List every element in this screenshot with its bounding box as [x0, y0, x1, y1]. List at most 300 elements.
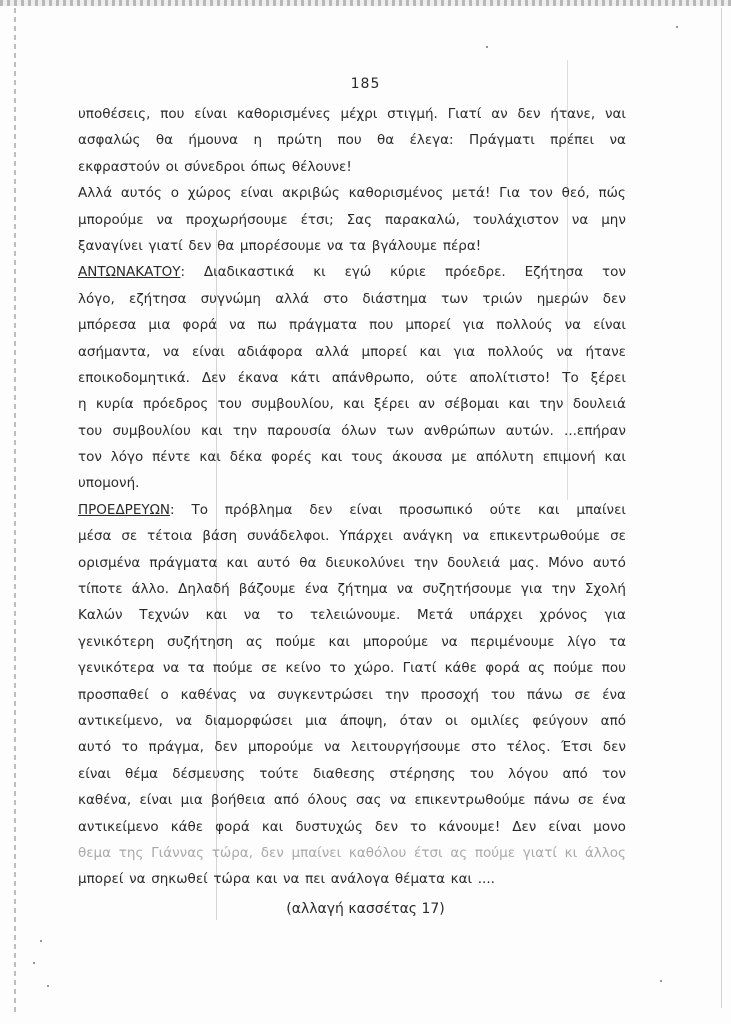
- word: δεν: [309, 501, 333, 518]
- word: δεν: [188, 237, 212, 254]
- word: το: [329, 660, 346, 677]
- word: καθένα,: [78, 792, 132, 809]
- text-line: [78, 233, 626, 259]
- word: θα: [377, 132, 395, 149]
- word: να: [441, 633, 458, 650]
- word: πολλούς: [496, 317, 553, 334]
- word: φορές: [270, 449, 312, 466]
- text-line: [78, 154, 626, 180]
- word: ήτανε: [585, 343, 626, 360]
- word: την: [413, 554, 439, 571]
- word: πράγμα,: [148, 739, 204, 756]
- word: προσοχή: [420, 686, 479, 703]
- word: υπομονή.: [78, 475, 140, 492]
- word: ούτε: [426, 369, 458, 386]
- text-line: [78, 418, 626, 444]
- word: ας: [245, 633, 263, 650]
- word: να: [396, 581, 414, 598]
- word: επιμονή: [542, 449, 596, 466]
- word: των: [441, 290, 469, 307]
- word: εγώ: [344, 264, 372, 281]
- word: μας.: [509, 554, 539, 571]
- word: ανάγκη: [402, 528, 453, 545]
- word: καθόλου: [348, 844, 407, 861]
- word: άλλος: [584, 844, 626, 861]
- word: κάτι: [290, 369, 320, 386]
- word: από: [273, 792, 300, 809]
- word: προσπαθεί: [78, 686, 149, 703]
- word: αλλά: [315, 343, 349, 360]
- word: για: [462, 317, 485, 334]
- word: τον: [601, 264, 626, 281]
- word: γιατί: [522, 844, 557, 861]
- word: ανάλογα: [330, 871, 390, 888]
- word: Διαδικαστικά: [203, 264, 295, 281]
- text-line: [78, 761, 626, 787]
- word: εποικοδομητικά.: [78, 369, 190, 386]
- text-line: [78, 339, 626, 365]
- word: Γιάννας: [151, 844, 205, 861]
- word: διαθεσης: [312, 765, 376, 782]
- word: να: [571, 211, 589, 228]
- word: και: [538, 501, 560, 518]
- word: που: [601, 660, 626, 677]
- word: ξέρει: [590, 369, 626, 386]
- word: πράγματα: [288, 317, 358, 334]
- word: Δηλαδή: [178, 581, 230, 598]
- word: εκφραστούν: [78, 158, 160, 175]
- word: και: [508, 396, 530, 413]
- word: για: [604, 607, 626, 624]
- word: γενικότερα: [78, 660, 155, 677]
- word: ....: [477, 871, 495, 888]
- word: και: [604, 449, 626, 466]
- text-line: [78, 602, 626, 628]
- word: αντικείμενο: [78, 818, 159, 835]
- word: σας: [355, 792, 382, 809]
- word: κύριε: [390, 264, 427, 281]
- word: να: [324, 739, 341, 756]
- word: τον: [601, 765, 626, 782]
- word: κάνουμε!: [438, 818, 501, 835]
- word: συγνώμη: [200, 290, 261, 307]
- word: γιατί: [148, 237, 183, 254]
- word: λίγο: [567, 633, 597, 650]
- text-line: [78, 312, 626, 338]
- word: όλων: [341, 422, 377, 439]
- word: στιγμή.: [387, 106, 438, 122]
- word: αυτών.: [505, 422, 554, 439]
- word: ένα: [602, 686, 626, 703]
- word: ομιλίες: [470, 712, 520, 729]
- text-line: [78, 787, 626, 813]
- word: σε: [610, 528, 626, 545]
- word: διευκολύνει: [325, 554, 405, 571]
- word: σηκωθεί: [151, 871, 208, 888]
- word: αν: [491, 106, 508, 122]
- word: Τεχνών: [139, 607, 189, 624]
- word: να: [326, 237, 344, 254]
- word: δουλειά: [447, 554, 501, 571]
- word: Εζήτησα: [524, 264, 584, 281]
- word: πρόεδρος: [143, 396, 209, 413]
- word: και: [320, 449, 343, 466]
- word: χρόνος: [539, 607, 588, 624]
- word: με: [451, 449, 468, 466]
- word: Γιατί: [402, 660, 437, 677]
- word: υποθέσεις,: [78, 106, 151, 122]
- word: και: [205, 607, 228, 624]
- word: σε: [577, 792, 594, 809]
- word: καθένας: [180, 686, 238, 703]
- word: συγκεντρώσει: [277, 686, 373, 703]
- word: μπορέσουμε: [239, 237, 322, 254]
- word: αυτό: [592, 554, 626, 571]
- scan-speck: [47, 985, 49, 987]
- word: αυτό: [78, 739, 112, 756]
- word: πρόβλημα: [224, 501, 293, 518]
- word: δέσμευσης: [172, 765, 246, 782]
- text-line: [78, 550, 626, 576]
- word: έτσι;: [300, 211, 334, 228]
- word: θέμα: [125, 765, 159, 782]
- word: δεν: [260, 844, 284, 861]
- word: από: [562, 765, 588, 782]
- word: μια: [148, 317, 171, 334]
- word: ημερών: [536, 290, 589, 307]
- word: ορισμένα: [78, 554, 141, 571]
- word: είναι: [548, 818, 582, 835]
- word: αντικείμενο,: [78, 712, 163, 729]
- word: είναι: [240, 185, 274, 202]
- word: θεό,: [561, 185, 590, 202]
- word: που: [369, 317, 394, 334]
- word: όταν: [399, 712, 433, 729]
- text-line: [78, 523, 626, 549]
- word: δεν: [374, 818, 399, 835]
- word: Δεν: [512, 818, 537, 835]
- word: όλους: [307, 792, 348, 809]
- word: γενικότερη: [78, 633, 155, 650]
- word: να: [175, 712, 193, 729]
- word: ανθρώπων: [423, 422, 496, 439]
- text-line: [78, 180, 626, 206]
- word: Για: [499, 185, 521, 202]
- word: και: [328, 633, 350, 650]
- word: πούμε: [212, 660, 253, 677]
- word: μονο: [593, 818, 626, 835]
- word: θεμα: [78, 844, 112, 861]
- word: και: [226, 554, 248, 571]
- word: επικεντρωθούμε: [489, 528, 601, 545]
- word: θα: [217, 237, 235, 254]
- word: να: [229, 317, 246, 334]
- word: θα: [299, 554, 317, 571]
- word: σύνεδροι: [184, 158, 245, 175]
- word: κυρία: [95, 396, 134, 413]
- word: τίποτε: [78, 581, 123, 598]
- word: και: [261, 818, 284, 835]
- text-line: [78, 207, 626, 233]
- tape-change-note: (αλλαγή κασσέτας 17): [286, 901, 445, 917]
- word: βάζουμε: [238, 581, 296, 598]
- text-line: [78, 655, 626, 681]
- speaker-name: ΑΝΤΩΝΑΚΑΤΟΥ: [78, 264, 181, 281]
- word: Σας: [346, 211, 373, 228]
- word: την: [232, 422, 257, 439]
- word: περιμένουμε: [470, 633, 555, 650]
- word: καθορισμένες: [236, 106, 331, 122]
- text-line: [78, 708, 626, 734]
- word: είναι: [593, 317, 626, 334]
- word: αλλά: [275, 290, 309, 307]
- word: αυτός: [120, 185, 162, 202]
- word: βοήθεια: [211, 792, 266, 809]
- word: πέρα!: [442, 237, 482, 254]
- word: έλεγα:: [409, 132, 454, 149]
- word: μπορεί: [361, 343, 407, 360]
- word: διαμορφώσει: [204, 712, 293, 729]
- word: θέλουνε!: [291, 158, 352, 175]
- word: να: [462, 528, 480, 545]
- word: προσωπικό: [399, 501, 473, 518]
- speaker-label: [78, 259, 185, 285]
- word: διάστημα: [362, 290, 427, 307]
- word: σε: [121, 528, 138, 545]
- word: έκανα: [237, 369, 279, 386]
- word: πώς: [598, 185, 626, 202]
- word: μέσα: [78, 528, 112, 545]
- word: τον: [528, 185, 553, 202]
- word: και: [450, 871, 473, 888]
- word: θέματα: [394, 871, 445, 888]
- word: Αλλά: [78, 185, 113, 202]
- word: μπορούμε: [362, 633, 429, 650]
- word: οι: [445, 712, 458, 729]
- word: το: [410, 818, 427, 835]
- word: τούτε: [259, 765, 299, 782]
- word: και: [199, 449, 221, 466]
- word: βγάλουμε: [371, 237, 438, 254]
- word: λειτουργήσουμε: [350, 739, 461, 756]
- word: είναι: [139, 792, 173, 809]
- word: παρουσία: [267, 422, 331, 439]
- word: στέρησης: [389, 765, 456, 782]
- word: πρόεδρε.: [445, 264, 506, 281]
- word: τον: [78, 449, 102, 466]
- text-line: [78, 629, 626, 655]
- word: να: [249, 686, 266, 703]
- page-number: 185: [350, 76, 381, 92]
- word: των: [386, 422, 414, 439]
- word: δεν: [214, 739, 238, 756]
- word: ήτανε,: [550, 106, 596, 122]
- word: συζητήσουμε: [422, 581, 512, 598]
- word: μπαίνει: [291, 844, 342, 861]
- word: πέντε: [152, 449, 191, 466]
- speaker-label: [78, 497, 175, 523]
- word: και: [201, 422, 223, 439]
- word: Μετά: [417, 607, 453, 624]
- word: συμβουλίου: [112, 422, 191, 439]
- word: τώρα: [213, 871, 251, 888]
- word: την: [539, 396, 564, 413]
- word: απολίτιστο!: [469, 369, 551, 386]
- word: μια: [305, 712, 328, 729]
- word: Πράγματι: [468, 132, 535, 149]
- word: του: [217, 396, 242, 413]
- word: κάθε: [170, 818, 204, 835]
- word: μπορούμε: [78, 211, 144, 228]
- word: δεν: [517, 106, 541, 122]
- speaker-name: ΠΡΟΕΔΡΕΥΩΝ: [78, 501, 171, 518]
- word: λόγου: [508, 765, 549, 782]
- word: πω: [257, 317, 277, 334]
- word: μπορεί: [405, 317, 451, 334]
- word: στο: [323, 290, 349, 307]
- word: ...επήραν: [564, 422, 626, 439]
- word: μπορούμε: [247, 739, 314, 756]
- text-line: [78, 365, 626, 391]
- word: καθορισμένος: [348, 185, 444, 202]
- text-line: [78, 286, 626, 312]
- scan-speck: [676, 26, 678, 28]
- word: Γιατί: [447, 106, 482, 122]
- scan-speck: [660, 980, 662, 982]
- word: πράγματα: [149, 554, 218, 571]
- word: απάνθρωπο,: [331, 369, 415, 386]
- word: τέλος.: [506, 739, 551, 756]
- word: και: [343, 396, 365, 413]
- word: τελειώνουμε.: [309, 607, 401, 624]
- word: να: [156, 211, 173, 228]
- word: Μόνο: [548, 554, 584, 571]
- text-line: [78, 866, 626, 892]
- word: σέβομαι: [444, 396, 500, 413]
- word: ναι: [604, 106, 626, 122]
- word: ασήμαντα,: [78, 343, 151, 360]
- word: οι: [165, 158, 179, 175]
- word: κείνο: [285, 660, 322, 677]
- word: δέκα: [229, 449, 263, 466]
- word: μπορεί: [78, 871, 124, 888]
- word: ξέρει: [373, 396, 410, 413]
- word: συνάδελφοι.: [247, 528, 330, 545]
- word: ξαναγίνει: [78, 237, 143, 254]
- word: τέτοια: [147, 528, 193, 545]
- word: ακριβώς: [281, 185, 340, 202]
- word: του: [490, 686, 516, 703]
- word: να: [162, 343, 180, 360]
- word: είναι: [194, 106, 228, 122]
- word: ο: [160, 686, 169, 703]
- word: Σχολή: [584, 581, 626, 598]
- word: μπαίνει: [576, 501, 626, 518]
- word: Καλών: [78, 607, 123, 624]
- word: άλλο.: [131, 581, 170, 598]
- word: να: [162, 660, 180, 677]
- word: το: [276, 607, 294, 624]
- word: πρέπει: [550, 132, 595, 149]
- word: Έτσι: [560, 739, 593, 756]
- word: λόγο,: [78, 290, 115, 307]
- word: και: [419, 343, 441, 360]
- word: μπόρεσα: [78, 317, 137, 334]
- word: συμβουλίου,: [251, 396, 334, 413]
- word: ένα: [304, 581, 329, 598]
- word: σε: [261, 660, 278, 677]
- word: που: [160, 106, 185, 122]
- word: ας: [528, 660, 546, 677]
- text-line: [78, 470, 626, 496]
- word: να: [564, 317, 582, 334]
- word: μην: [601, 211, 626, 228]
- word: να: [556, 343, 573, 360]
- text-line: [78, 840, 626, 866]
- word: υπάρχει: [469, 607, 523, 624]
- word: χώρο.: [354, 660, 395, 677]
- word: φεύγουν: [532, 712, 589, 729]
- text-line: [78, 259, 626, 285]
- word: επικεντρωθούμε: [414, 792, 526, 809]
- word: να: [283, 871, 300, 888]
- word: αυτό: [257, 554, 291, 571]
- word: την: [551, 581, 576, 598]
- word: ούτε: [489, 501, 522, 518]
- word: τα: [608, 633, 626, 650]
- word: παρακαλώ,: [384, 211, 460, 228]
- word: πούμε: [275, 633, 316, 650]
- word: δουλειά: [572, 396, 626, 413]
- word: είναι: [191, 343, 225, 360]
- word: ας: [450, 844, 468, 861]
- word: βάση: [202, 528, 238, 545]
- text-line: [78, 391, 626, 417]
- word: όπως: [250, 158, 287, 175]
- word: λόγο: [110, 449, 144, 466]
- word: της: [118, 844, 144, 861]
- word: και: [255, 871, 278, 888]
- word: πρώτη: [277, 132, 323, 149]
- text-line: [78, 127, 626, 153]
- word: μια: [180, 792, 203, 809]
- word: εζήτησα: [129, 290, 187, 307]
- word: τα: [187, 660, 205, 677]
- word: για: [453, 343, 475, 360]
- word: κι: [564, 844, 578, 861]
- word: τουλάχιστον: [472, 211, 559, 228]
- word: πολλούς: [487, 343, 544, 360]
- word: Δεν: [201, 369, 226, 386]
- word: την: [384, 686, 410, 703]
- word: να: [389, 792, 407, 809]
- scan-speck: [486, 46, 488, 48]
- word: ο: [170, 185, 179, 202]
- word: θα: [155, 132, 174, 149]
- word: κι: [313, 264, 326, 281]
- word: η: [78, 396, 87, 413]
- word: δυστυχώς: [295, 818, 363, 835]
- text-line: [78, 101, 626, 127]
- word: το: [121, 739, 138, 756]
- text-line: [78, 576, 626, 602]
- word: Το: [562, 369, 579, 386]
- word: δεν: [602, 739, 626, 756]
- word: :: [170, 501, 175, 518]
- word: του: [469, 765, 494, 782]
- word: στο: [471, 739, 497, 756]
- word: να: [129, 871, 146, 888]
